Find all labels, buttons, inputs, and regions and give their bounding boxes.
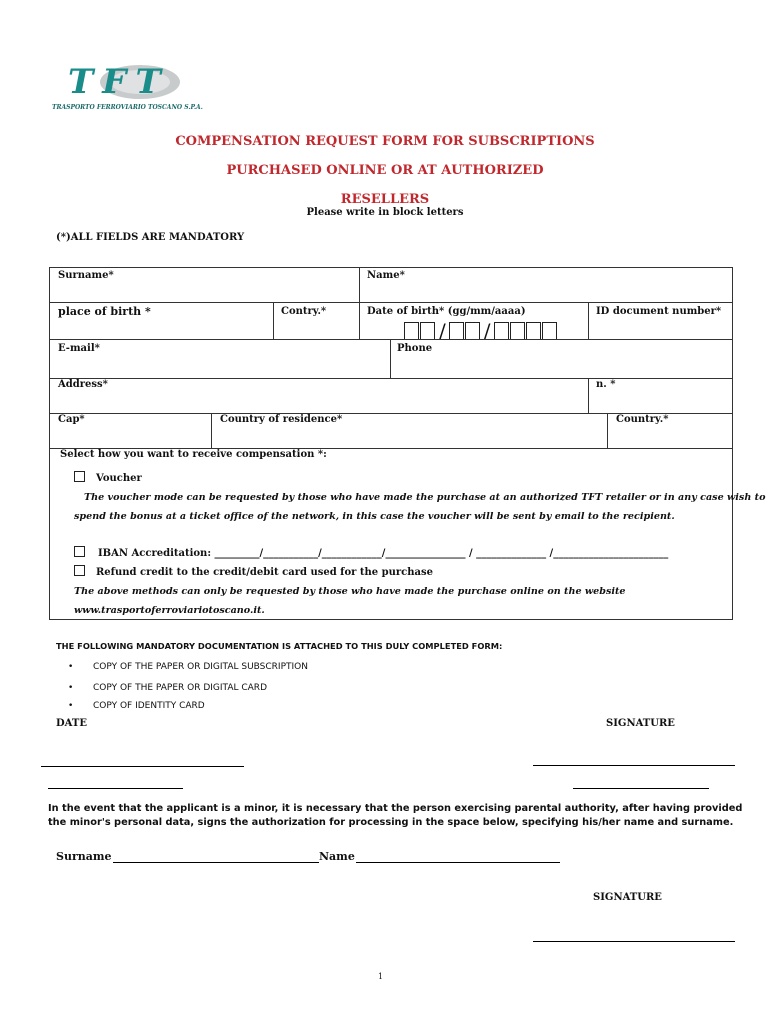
voucher-label: Voucher [96, 473, 142, 484]
date-of-birth-label: Date of birth* (gg/mm/aaaa) [367, 306, 526, 317]
online-methods-note: The above methods can only be requested by those who have made the purchase online on the website [74, 586, 626, 597]
place-of-birth-field[interactable] [49, 302, 274, 340]
guardian-name-line[interactable] [356, 862, 560, 863]
documentation-bullet: • [68, 701, 74, 711]
address-field[interactable] [49, 378, 589, 414]
refund-card-label: Refund credit to the credit/debit card used for the purchase [96, 567, 433, 578]
email-label: E-mail* [58, 343, 100, 354]
iban-checkbox[interactable] [74, 546, 85, 557]
contry-label: Contry.* [281, 306, 327, 317]
website-link[interactable]: www.trasportoferroviariotoscano.it. [74, 605, 265, 616]
surname-label: Surname* [58, 270, 114, 281]
cap-field[interactable] [49, 413, 212, 449]
mandatory-note: (*)ALL FIELDS ARE MANDATORY [56, 232, 245, 243]
id-document-field[interactable] [588, 302, 733, 340]
documentation-bullet: • [68, 662, 74, 672]
date-separator: / [439, 318, 446, 343]
refund-card-checkbox[interactable] [74, 565, 85, 576]
signature-line-secondary[interactable] [573, 788, 709, 789]
form-subtitle: Please write in block letters [306, 207, 464, 218]
signature-label: SIGNATURE [606, 718, 675, 729]
date-separator: / [483, 318, 491, 343]
year-digit-box[interactable] [526, 322, 541, 340]
compensation-section [49, 448, 766, 620]
guardian-surname-line[interactable] [113, 862, 319, 863]
date-line[interactable] [41, 766, 244, 767]
guardian-surname-label: Surname [56, 850, 112, 863]
phone-field[interactable] [390, 339, 733, 379]
contry-field[interactable] [273, 302, 360, 340]
day-digit-box[interactable] [404, 322, 419, 340]
voucher-note-line-1: The voucher mode can be requested by those who have made the purchase at an authorized TFT retailer or in any case wish to [84, 492, 766, 503]
page-number: 1 [378, 972, 384, 981]
country-of-residence-field[interactable] [211, 413, 608, 449]
date-line-secondary[interactable] [48, 788, 183, 789]
year-digit-box[interactable] [510, 322, 525, 340]
month-digit-box[interactable] [465, 322, 480, 340]
name-label: Name* [367, 270, 405, 281]
guardian-signature-line[interactable] [533, 941, 735, 942]
address-label: Address* [58, 379, 108, 390]
iban-accreditation-field[interactable]: IBAN Accreditation: _________/___________/____________/________________ / ______________ /_______________________ [98, 548, 669, 559]
month-digit-box[interactable] [449, 322, 464, 340]
cap-label: Cap* [58, 414, 85, 425]
surname-field[interactable] [49, 267, 360, 303]
country-label: Country.* [616, 414, 669, 425]
form-title-line-2: PURCHASED ONLINE OR AT AUTHORIZED [226, 163, 544, 178]
logo-company-name: TRASPORTO FERROVIARIO TOSCANO S.P.A. [52, 104, 203, 111]
date-of-birth-field[interactable] [359, 302, 589, 343]
country-field[interactable] [607, 413, 733, 449]
name-field[interactable] [359, 267, 733, 303]
documentation-heading: THE FOLLOWING MANDATORY DOCUMENTATION IS ATTACHED TO THIS DULY COMPLETED FORM: [56, 641, 503, 651]
logo [52, 64, 202, 116]
logo-letters: TFT [68, 62, 170, 102]
guardian-signature-label: SIGNATURE [593, 892, 662, 903]
year-digit-box[interactable] [542, 322, 557, 340]
voucher-note-line-2: spend the bonus at a ticket office of the network, in this case the voucher will be sent by email to the recipient. [74, 511, 675, 522]
form-title-line-1: COMPENSATION REQUEST FORM FOR SUBSCRIPTIONS [175, 134, 595, 149]
documentation-bullet: • [68, 683, 74, 693]
compensation-prompt: Select how you want to receive compensation *: [60, 449, 327, 460]
voucher-checkbox[interactable] [74, 471, 85, 482]
date-label: DATE [56, 718, 87, 729]
year-digit-box[interactable] [494, 322, 509, 340]
house-number-label: n. * [596, 379, 616, 390]
guardian-name-label: Name [319, 850, 355, 863]
minor-note-line-2: the minor's personal data, signs the authorization for processing in the space below, specifying his/her name and surname. [48, 817, 734, 828]
form-title-line-3: RESELLERS [340, 192, 430, 207]
id-document-label: ID document number* [596, 306, 722, 317]
documentation-item: COPY OF IDENTITY CARD [93, 701, 205, 711]
documentation-item: COPY OF THE PAPER OR DIGITAL SUBSCRIPTION [93, 662, 308, 672]
email-field[interactable] [49, 339, 391, 379]
place-of-birth-label: place of birth * [58, 305, 151, 318]
house-number-field[interactable] [588, 378, 733, 414]
signature-line[interactable] [533, 765, 735, 766]
country-of-residence-label: Country of residence* [220, 414, 343, 425]
minor-note-line-1: In the event that the applicant is a minor, it is necessary that the person exercising parental authority, after having provided [48, 803, 743, 814]
date-of-birth-boxes[interactable] [404, 318, 558, 343]
day-digit-box[interactable] [420, 322, 435, 340]
phone-label: Phone [397, 343, 433, 354]
documentation-item: COPY OF THE PAPER OR DIGITAL CARD [93, 683, 267, 693]
